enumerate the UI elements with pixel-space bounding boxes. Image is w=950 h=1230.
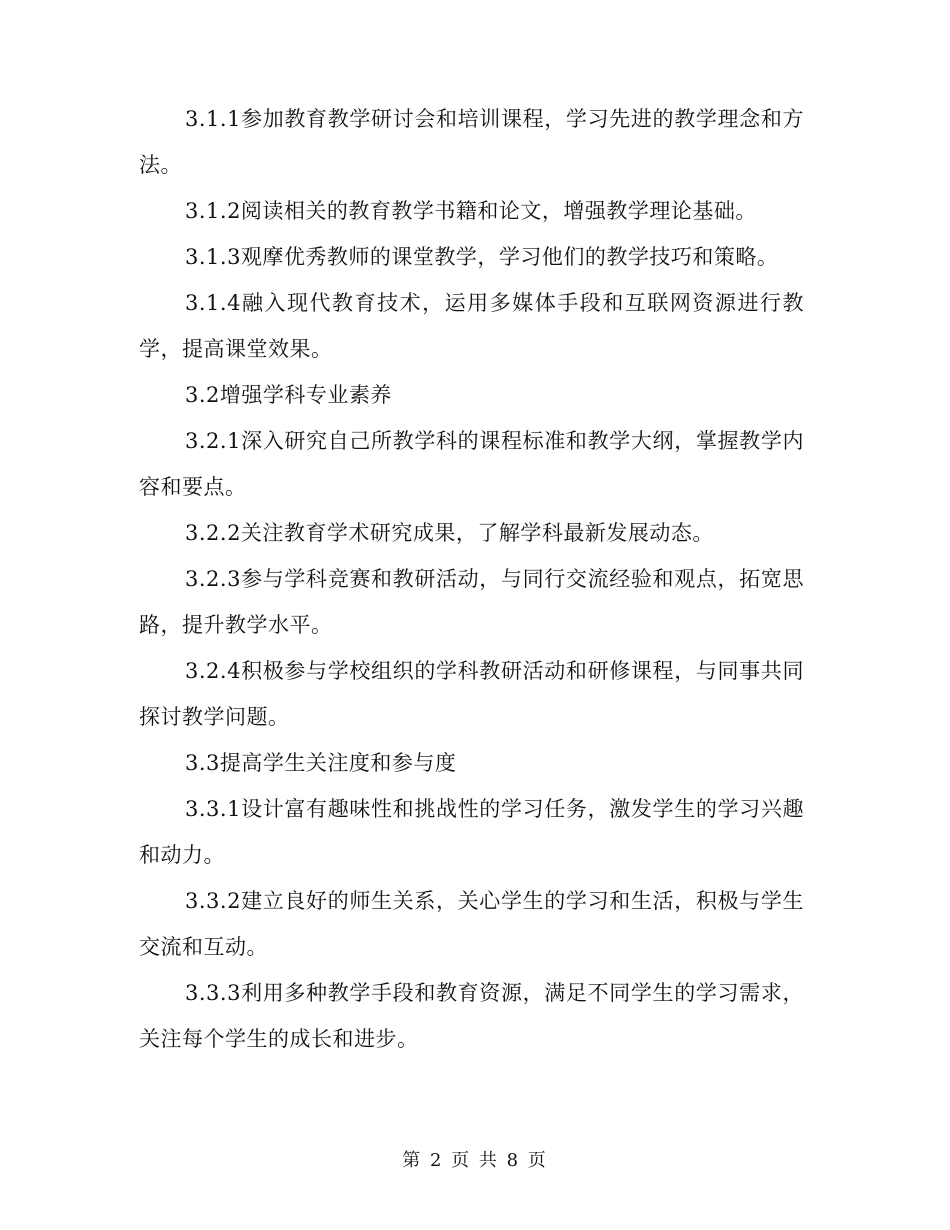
section-heading-3-3: 3.3提高学生关注度和参与度 (185, 751, 457, 775)
paragraph-3-1-2: 3.1.2阅读相关的教育教学书籍和论文，增强教学理论基础。 (185, 199, 757, 223)
paragraph-3-1-4: 3.1.4融入现代教育技术，运用多媒体手段和互联网资源进行教学，提高课堂效果。 (139, 291, 804, 361)
paragraph-3-2-4: 3.2.4积极参与学校组织的学科教研活动和研修课程，与同事共同探讨教学问题。 (139, 659, 804, 729)
page-number-footer: 第 2 页 共 8 页 (402, 1150, 548, 1171)
paragraph-3-3-1: 3.3.1设计富有趣味性和挑战性的学习任务，激发学生的学习兴趣和动力。 (139, 797, 804, 867)
document-body (139, 96, 804, 1062)
paragraph-3-1-3: 3.1.3观摩优秀教师的课堂教学，学习他们的教学技巧和策略。 (185, 245, 779, 269)
section-heading-3-2: 3.2增强学科专业素养 (185, 383, 392, 407)
paragraph-3-2-3: 3.2.3参与学科竞赛和教研活动，与同行交流经验和观点，拓宽思路，提升教学水平。 (139, 567, 804, 637)
paragraph-3-2-2: 3.2.2关注教育学术研究成果，了解学科最新发展动态。 (185, 521, 714, 545)
paragraph-3-1-1: 3.1.1参加教育教学研讨会和培训课程，学习先进的教学理念和方法。 (139, 107, 804, 177)
paragraph-3-3-3: 3.3.3利用多种教学手段和教育资源，满足不同学生的学习需求，关注每个学生的成长和进步。 (139, 981, 804, 1051)
paragraph-3-3-2: 3.3.2建立良好的师生关系，关心学生的学习和生活，积极与学生交流和互动。 (139, 889, 804, 959)
paragraph-3-2-1: 3.2.1深入研究自己所教学科的课程标准和教学大纲，掌握教学内容和要点。 (139, 429, 804, 499)
